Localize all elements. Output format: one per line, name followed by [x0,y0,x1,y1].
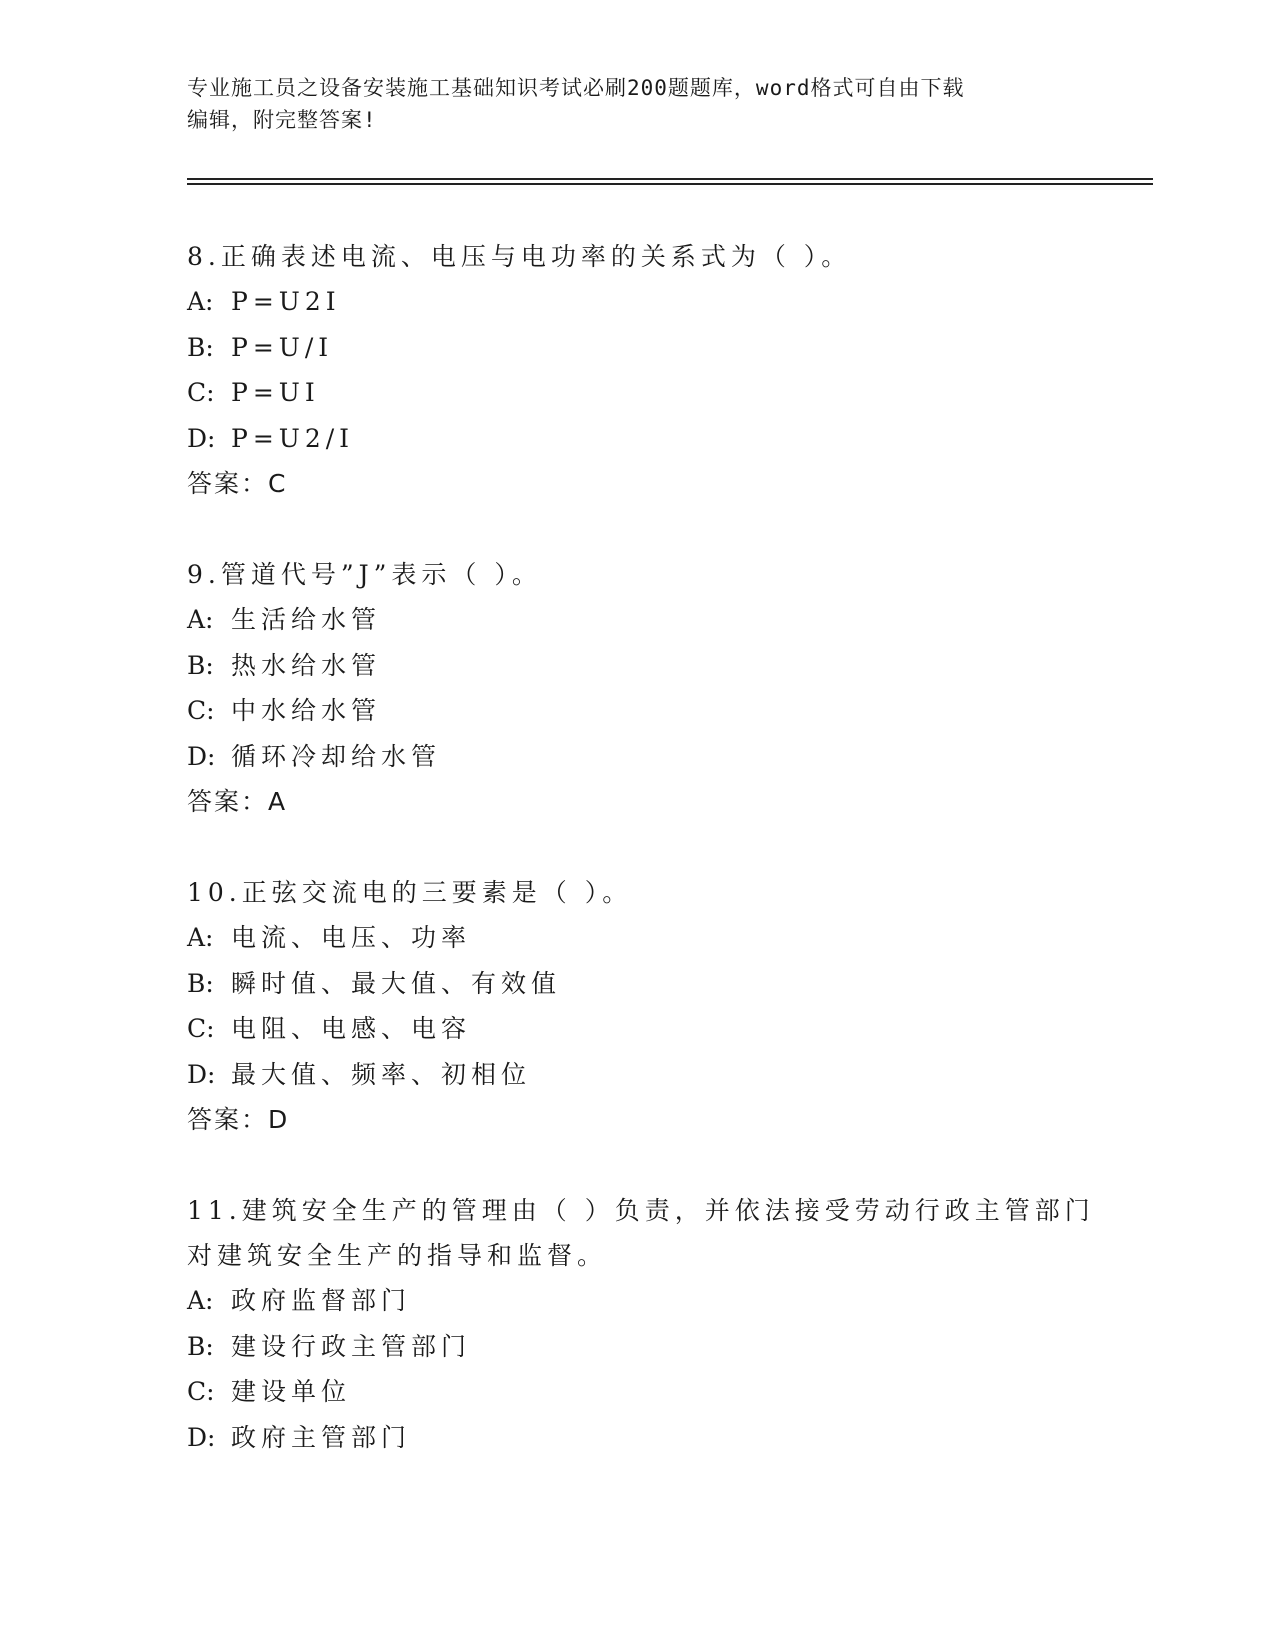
question-stem: 8.正确表述电流、电压与电功率的关系式为（ ）。 [187,242,852,271]
option-text: 建设单位 [231,1377,352,1406]
option-letter: D: [187,741,216,771]
option-letter: B: [187,650,214,680]
option-c [187,1006,1107,1052]
option-letter: C: [187,696,215,725]
answer-line: 答案：A [187,787,288,816]
option-letter: D: [187,1422,216,1452]
option-b [187,643,1107,689]
option-a [187,279,1107,325]
option-c [187,370,1107,416]
question-list [187,234,1107,1506]
answer-line: 答案：C [187,469,288,498]
question-stem: 11.建筑安全生产的管理由（ ）负责，并依法接受劳动行政主管部门对建筑安全生产的指导和监督。 [187,1196,1095,1270]
option-letter: B: [187,968,214,998]
option-d [187,1415,1107,1461]
option-a [187,915,1107,961]
option-text: 瞬时值、最大值、有效值 [231,968,562,998]
option-text: 最大值、频率、初相位 [231,1059,532,1089]
option-text: 政府主管部门 [231,1422,412,1452]
option-text: 电流、电压、功率 [231,923,472,952]
question-8 [187,234,1107,506]
answer-line: 答案：D [187,1105,290,1134]
option-text: 生活给水管 [231,605,382,634]
option-text: P=UI [231,378,320,407]
option-letter: C: [187,378,215,407]
option-letter: B: [187,332,214,362]
option-letter: A: [187,1286,214,1315]
question-10 [187,870,1107,1142]
option-a [187,597,1107,643]
option-letter: A: [187,605,214,634]
option-letter: D: [187,423,216,453]
option-letter: C: [187,1014,215,1043]
option-letter: A: [187,287,214,316]
option-d [187,1052,1107,1098]
option-c [187,1369,1107,1415]
header-title-line-2: 编辑，附完整答案! [187,108,377,132]
option-c [187,688,1107,734]
option-letter: B: [187,1331,214,1361]
option-b [187,1324,1107,1370]
document-header [187,72,1067,136]
option-text: P=U/I [231,332,334,362]
option-text: 中水给水管 [231,696,382,725]
question-stem: 9.管道代号”J”表示（ ）。 [187,560,542,589]
option-text: P=U2I [231,287,341,316]
option-text: P=U2/I [231,423,355,453]
question-11 [187,1188,1107,1460]
option-text: 循环冷却给水管 [231,741,442,771]
option-d [187,416,1107,462]
option-a [187,1278,1107,1324]
option-text: 建设行政主管部门 [231,1331,472,1361]
option-text: 热水给水管 [231,650,382,680]
option-b [187,325,1107,371]
option-letter: D: [187,1059,216,1089]
option-b [187,961,1107,1007]
header-divider-top [187,178,1153,180]
question-9 [187,552,1107,824]
option-letter: C: [187,1377,215,1406]
option-text: 政府监督部门 [231,1286,412,1315]
header-title-line-1: 专业施工员之设备安装施工基础知识考试必刷200题题库，word格式可自由下载 [187,76,965,100]
option-letter: A: [187,923,214,952]
option-text: 电阻、电感、电容 [231,1014,472,1043]
question-stem: 10.正弦交流电的三要素是（ ）。 [187,878,633,907]
header-divider-bottom [187,183,1153,185]
option-d [187,734,1107,780]
